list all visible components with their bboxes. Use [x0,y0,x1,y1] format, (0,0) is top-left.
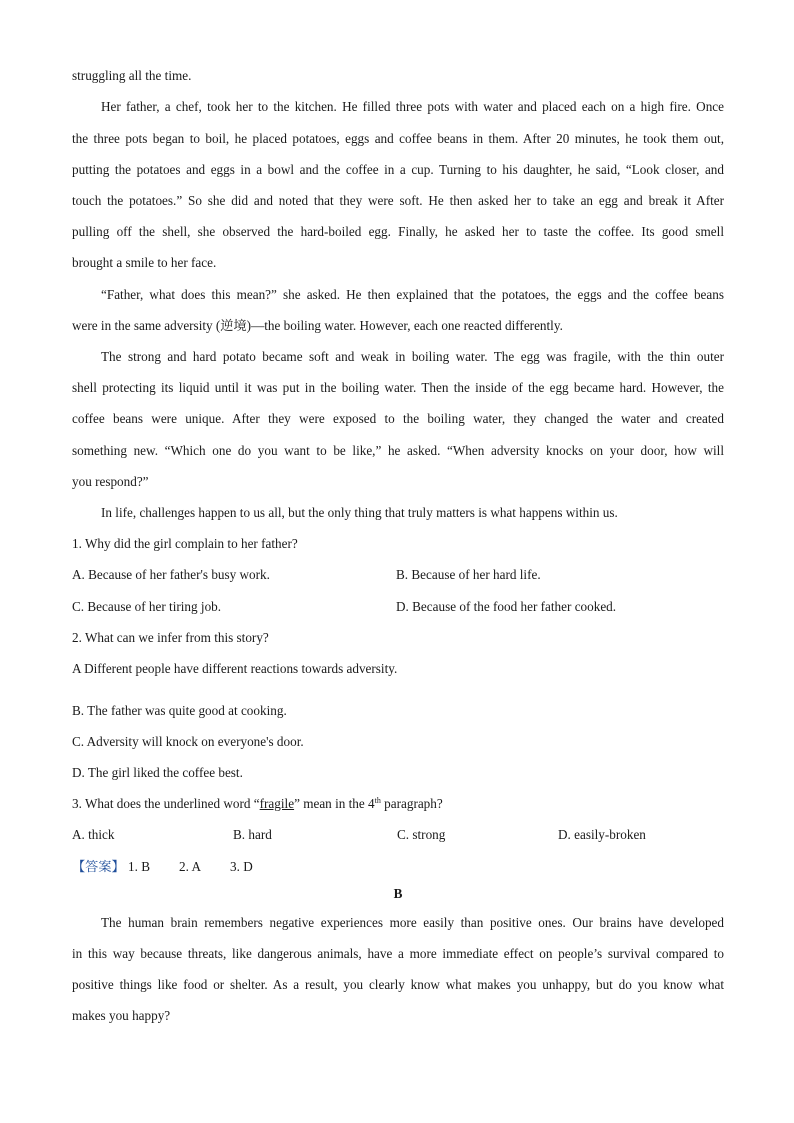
option-a: A. Because of her father's busy work. [72,567,270,582]
option-d: D. Because of the food her father cooked. [396,599,617,614]
stem-text: ” mean in the 4 [294,796,375,811]
paragraph-line: pulling off the shell, she observed the hard-boiled egg. Finally, he asked her to taste the coffee. Its good smell [72,224,724,239]
option-b: B. The father was quite good at cooking. [72,703,287,718]
stem-text: 3. What does the underlined word “ [72,796,260,811]
option-c: C. Because of her tiring job. [72,599,222,614]
question-stem [72,796,443,812]
paragraph-line: something new. “Which one do you want to be like,” he asked. “When adversity knocks on your door, how will [72,443,724,458]
paragraph-line: you respond?” [72,474,149,489]
paragraph-line: shell protecting its liquid until it was put in the boiling water. Then the inside of the egg became hard. However, the [72,380,724,395]
section-heading: B [393,886,403,901]
option-d: D. easily-broken [558,827,646,842]
paragraph-line: struggling all the time. [72,68,192,83]
paragraph-line: touch the potatoes.” So she did and noted that they were soft. He then asked her to take an egg and break it After [72,193,724,208]
answer-1: 1. B [128,859,150,874]
answer-2: 2. A [179,859,201,874]
option-b: B. Because of her hard life. [396,567,541,582]
paragraph-line: makes you happy? [72,1008,171,1023]
answer-label: 【答案】 [72,859,125,874]
paragraph-line: were in the same adversity (逆境)—the boiling water. However, each one reacted differently. [72,318,563,333]
option-b: B. hard [233,827,272,842]
paragraph-line: putting the potatoes and eggs in a bowl and the coffee in a cup. Turning to his daughter, he said, “Look closer, and [72,162,724,177]
option-c: C. Adversity will knock on everyone's door. [72,734,304,749]
paragraph-line: “Father, what does this mean?” she asked. He then explained that the potatoes, the eggs and the coffee beans [101,287,724,302]
option-a: A Different people have different reactions towards adversity. [72,661,398,676]
ordinal-suffix: th [374,796,381,805]
stem-text: paragraph? [380,796,443,811]
question-stem: 2. What can we infer from this story? [72,630,269,645]
paragraph-line: The human brain remembers negative experiences more easily than positive ones. Our brains have developed [101,915,724,930]
underlined-word: fragile [259,796,295,811]
option-a: A. thick [72,827,115,842]
paragraph-line: brought a smile to her face. [72,255,217,270]
option-c: C. strong [397,827,446,842]
option-d: D. The girl liked the coffee best. [72,765,243,780]
paragraph-line: In life, challenges happen to us all, but the only thing that truly matters is what happens within us. [101,505,618,520]
paragraph-line: The strong and hard potato became soft and weak in boiling water. The egg was fragile, with the thin outer [101,349,724,364]
paragraph-line: in this way because threats, like dangerous animals, have a more immediate effect on people’s survival compared to [72,946,724,961]
paragraph-line: the three pots began to boil, he placed potatoes, eggs and coffee beans in them. After 20 minutes, he took them out, [72,131,724,146]
question-stem: 1. Why did the girl complain to her father? [72,536,298,551]
paragraph-line: positive things like food or shelter. As a result, you clearly know what makes you unhappy, but do you know what [72,977,724,992]
paragraph-line: Her father, a chef, took her to the kitchen. He filled three pots with water and placed each on a high fire. Once [101,99,724,114]
answer-3: 3. D [230,859,253,874]
paragraph-line: coffee beans were unique. After they were exposed to the boiling water, they changed the water and created [72,411,724,426]
